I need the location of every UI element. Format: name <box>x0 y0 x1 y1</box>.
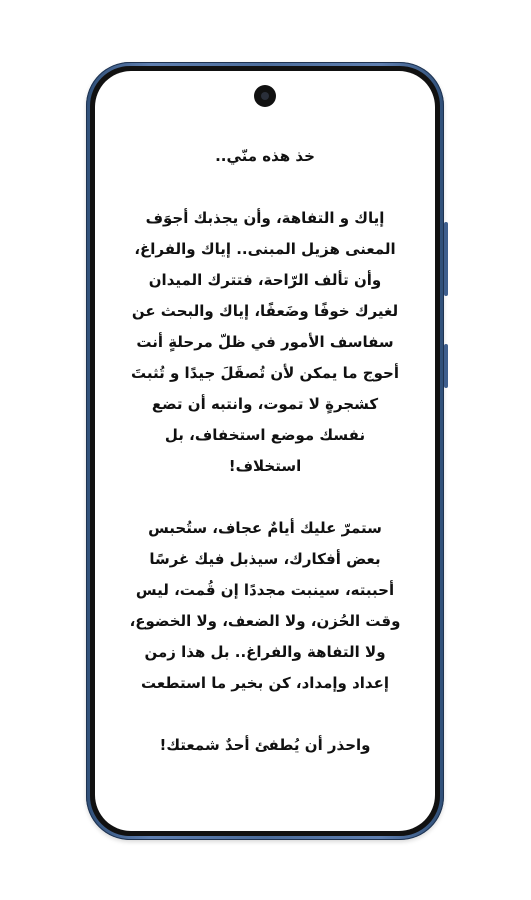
paragraph-line: استخلاف! <box>228 457 302 475</box>
phone-screen <box>95 71 435 831</box>
paragraph-line: وقت الحُزن، ولا الضعف، ولا الخضوع، <box>129 612 401 630</box>
paragraph-line: نفسك موضع استخفاف، بل <box>164 426 366 444</box>
post-text <box>95 141 435 761</box>
paragraph-line: إياك و التفاهة، وأن يجذبك أجوَف <box>145 209 385 227</box>
paragraph-line: بعض أفكارك، سيذبل فيك غرسًا <box>149 550 381 568</box>
spacer <box>95 482 435 513</box>
paragraph-line: ولا التفاهة والفراغ.. بل هذا زمن <box>144 643 386 661</box>
paragraph-line: أحوج ما يمكن لأن تُصقَلَ جيدًا و تُثبتَ <box>131 364 399 382</box>
power-button <box>444 344 448 388</box>
paragraph-line: كشجرةٍ لا تموت، وانتبه أن تضع <box>151 395 379 413</box>
paragraph-line: ستمرّ عليك أيامٌ عجاف، ستُحبس <box>148 519 382 537</box>
spacer <box>95 172 435 203</box>
post-heading: خذ هذه منّي.. <box>215 147 315 165</box>
paragraph-line: سفاسف الأمور في ظلّ مرحلةٍ أنت <box>136 333 394 351</box>
paragraph-line: لغيرك خوفًا وضَعفًا، إياك والبحث عن <box>131 302 399 320</box>
closing-line: واحذر أن يُطفئ أحدٌ شمعتك! <box>159 736 371 754</box>
phone-frame <box>86 62 444 840</box>
front-camera-icon <box>254 85 276 107</box>
paragraph-line: المعنى هزيل المبنى.. إياك والفراغ، <box>134 240 396 258</box>
paragraph-line: إعداد وإمداد، كن بخير ما استطعت <box>141 674 389 692</box>
paragraph-line: أحببته، سينبت مجددًا إن قُمت، ليس <box>135 581 395 599</box>
paragraph-line: وأن تألف الرّاحة، فتترك الميدان <box>148 271 382 289</box>
volume-button <box>444 222 448 296</box>
spacer <box>95 699 435 730</box>
phone-bezel <box>90 66 440 836</box>
